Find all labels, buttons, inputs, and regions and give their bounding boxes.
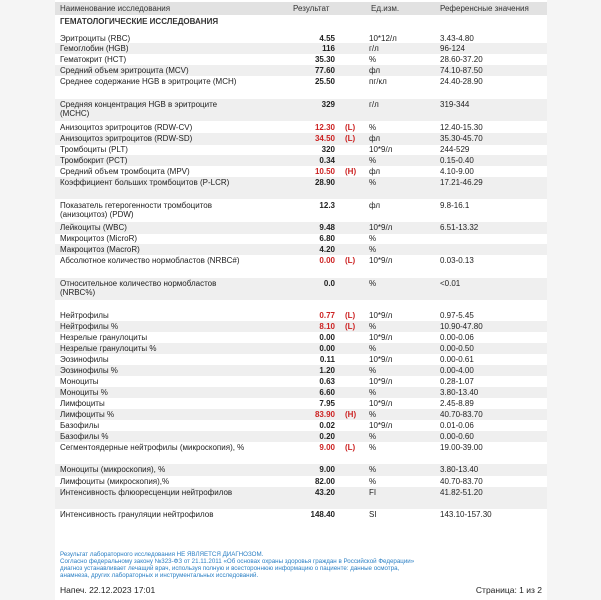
row-ref: 3.80-13.40	[440, 465, 479, 474]
row-value: 0.77	[319, 311, 335, 320]
row-unit: фл	[369, 201, 381, 210]
row-name: Средний объем тромбоцита (MPV)	[60, 167, 190, 176]
row-ref: 28.60-37.20	[440, 55, 483, 64]
row-name: Среднее содержание HGB в эритроците (MCH)	[60, 77, 237, 86]
row-name: Гемоглобин (HGB)	[60, 44, 129, 53]
row-value: 10.50	[314, 167, 335, 176]
row-value: 0.63	[319, 377, 335, 386]
row-ref: 24.40-28.90	[440, 77, 483, 86]
row-value: 0.02	[319, 421, 335, 430]
notice-line: анамнеза, других лабораторных и инструментальных исследований.	[60, 572, 259, 579]
table-row	[55, 420, 547, 431]
header-unit: Ед.изм.	[371, 4, 400, 13]
table-row	[55, 464, 547, 476]
row-ref: 143.10-157.30	[440, 510, 492, 519]
row-ref: 12.40-15.30	[440, 123, 483, 132]
row-unit: 10*9/л	[369, 421, 393, 430]
row-ref: 35.30-45.70	[440, 134, 483, 143]
row-unit: %	[369, 178, 377, 187]
row-value: 7.95	[319, 399, 335, 408]
row-flag: (L)	[345, 443, 356, 452]
row-name: Анизоцитоз эритроцитов (RDW-CV)	[60, 123, 193, 132]
row-value: 77.60	[314, 66, 335, 75]
row-flag: (L)	[345, 134, 356, 143]
table-row	[55, 144, 547, 155]
table-row	[55, 431, 547, 442]
row-value: 4.55	[319, 34, 335, 43]
row-ref: 4.10-9.00	[440, 167, 474, 176]
row-unit: %	[369, 55, 377, 64]
table-row	[55, 76, 547, 96]
row-unit: фл	[369, 134, 381, 143]
row-name: Эозинофилы	[60, 355, 109, 364]
row-unit: г/л	[369, 44, 379, 53]
row-unit: 10*9/л	[369, 333, 393, 342]
row-ref: 74.10-87.50	[440, 66, 483, 75]
row-name: Лимфоциты	[60, 399, 105, 408]
table-row	[55, 398, 547, 409]
table-row	[55, 365, 547, 376]
row-name: Моноциты	[60, 377, 99, 386]
row-ref: 10.90-47.80	[440, 322, 483, 331]
row-value: 1.20	[319, 366, 335, 375]
row-value: 0.00	[319, 333, 335, 342]
row-unit: %	[369, 234, 377, 243]
row-unit: %	[369, 388, 377, 397]
row-name: Лимфоциты %	[60, 410, 115, 419]
page-number: Страница: 1 из 2	[475, 585, 542, 595]
table-row	[55, 476, 547, 487]
lab-report-sheet	[55, 0, 547, 600]
row-ref: 2.45-8.89	[440, 399, 474, 408]
row-unit: фл	[369, 167, 381, 176]
table-row	[55, 343, 547, 354]
row-flag: (H)	[345, 167, 357, 176]
notice-line: Результат лабораторного исследования НЕ ЯВЛЯЕТСЯ ДИАГНОЗОМ.	[60, 551, 264, 558]
diagnosis-notice	[60, 551, 540, 579]
row-unit: 10*9/л	[369, 399, 393, 408]
row-unit: 10*9/л	[369, 145, 393, 154]
row-value: 82.00	[314, 477, 335, 486]
row-ref: 319-344	[440, 100, 470, 109]
table-row	[55, 354, 547, 365]
row-ref: 41.82-51.20	[440, 488, 483, 497]
row-name: Относительное количество нормобластов (NRBC%)	[60, 279, 217, 297]
row-unit: 10*12/л	[369, 34, 397, 43]
header-name: Наименование исследования	[60, 4, 171, 13]
row-unit: %	[369, 322, 377, 331]
row-value: 6.80	[319, 234, 335, 243]
row-ref: 9.8-16.1	[440, 201, 470, 210]
row-unit: %	[369, 123, 377, 132]
table-row	[55, 278, 547, 300]
table-row	[55, 177, 547, 199]
row-ref: 3.43-4.80	[440, 34, 474, 43]
row-value: 0.00	[319, 256, 335, 265]
row-ref: 6.51-13.32	[440, 223, 479, 232]
row-flag: (L)	[345, 322, 356, 331]
table-row	[55, 54, 547, 65]
row-ref: 0.15-0.40	[440, 156, 474, 165]
table-row	[55, 310, 547, 321]
table-row	[55, 321, 547, 332]
row-value: 8.10	[319, 322, 335, 331]
row-ref: 40.70-83.70	[440, 410, 483, 419]
row-value: 12.30	[314, 123, 335, 132]
row-name: Базофилы %	[60, 432, 109, 441]
row-value: 116	[322, 44, 335, 53]
row-value: 329	[321, 100, 335, 109]
table-row	[55, 99, 547, 121]
row-value: 4.20	[319, 245, 335, 254]
row-unit: %	[369, 410, 377, 419]
table-header	[55, 2, 547, 15]
row-name: Интенсивность грануляции нейтрофилов	[60, 510, 214, 519]
table-row	[55, 376, 547, 387]
section-title: ГЕМАТОЛОГИЧЕСКИЕ ИССЛЕДОВАНИЯ	[60, 17, 219, 26]
row-name: Средняя концентрация HGB в эритроците (MCHC)	[60, 100, 218, 118]
table-row	[55, 244, 547, 255]
row-name: Интенсивность флюоресценции нейтрофилов	[60, 488, 233, 497]
row-unit: FI	[369, 488, 377, 497]
row-value: 83.90	[314, 410, 335, 419]
row-unit: SI	[369, 510, 377, 519]
row-unit: %	[369, 477, 377, 486]
row-unit: 10*9/л	[369, 311, 393, 320]
row-unit: фл	[369, 66, 381, 75]
row-unit: 10*9/л	[369, 256, 393, 265]
row-unit: г/л	[369, 100, 379, 109]
row-unit: %	[369, 279, 377, 288]
row-ref: 0.97-5.45	[440, 311, 474, 320]
row-ref: <0.01	[440, 279, 461, 288]
row-name: Эозинофилы %	[60, 366, 118, 375]
row-ref: 0.01-0.06	[440, 421, 474, 430]
table-row	[55, 487, 547, 509]
row-value: 35.30	[314, 55, 335, 64]
row-name: Макроцитоз (MacroR)	[60, 245, 140, 254]
row-ref: 40.70-83.70	[440, 477, 483, 486]
row-value: 320	[321, 145, 335, 154]
table-row	[55, 43, 547, 54]
row-ref: 0.00-0.61	[440, 355, 474, 364]
row-name: Коэффициент больших тромбоцитов (P-LCR)	[60, 178, 230, 187]
row-value: 34.50	[314, 134, 335, 143]
row-value: 9.48	[319, 223, 335, 232]
row-value: 6.60	[319, 388, 335, 397]
row-name: Тромбокрит (PCT)	[60, 156, 128, 165]
row-flag: (L)	[345, 256, 356, 265]
row-flag: (L)	[345, 311, 356, 320]
row-value: 9.00	[319, 443, 335, 452]
row-value: 43.20	[314, 488, 335, 497]
row-name: Моноциты %	[60, 388, 108, 397]
row-ref: 96-124	[440, 44, 465, 53]
row-name: Базофилы	[60, 421, 100, 430]
table-row	[55, 442, 547, 464]
notice-line: диагноз устанавливает лечащий врач, используя полную и всестороннюю информацию о пациенте: данные осмотра,	[60, 565, 400, 572]
row-value: 0.00	[319, 344, 335, 353]
row-unit: 10*9/л	[369, 377, 393, 386]
row-name: Микроцитоз (MicroR)	[60, 234, 138, 243]
table-row	[55, 233, 547, 244]
row-name: Гематокрит (HCT)	[60, 55, 127, 64]
row-name: Нейтрофилы %	[60, 322, 119, 331]
row-value: 25.50	[314, 77, 335, 86]
row-ref: 19.00-39.00	[440, 443, 483, 452]
row-name: Лейкоциты (WBC)	[60, 223, 127, 232]
row-unit: %	[369, 344, 377, 353]
table-row	[55, 200, 547, 222]
row-name: Тромбоциты (PLT)	[60, 145, 128, 154]
row-flag: (H)	[345, 410, 357, 419]
row-name: Нейтрофилы	[60, 311, 109, 320]
row-value: 0.0	[323, 279, 335, 288]
row-unit: %	[369, 245, 377, 254]
row-flag: (L)	[345, 123, 356, 132]
row-unit: %	[369, 443, 377, 452]
row-ref: 0.00-0.06	[440, 333, 474, 342]
row-value: 148.40	[310, 510, 335, 519]
row-ref: 0.00-4.00	[440, 366, 474, 375]
row-value: 9.00	[319, 465, 335, 474]
row-value: 12.3	[319, 201, 335, 210]
row-value: 0.20	[319, 432, 335, 441]
notice-line: Согласно федеральному закону №323-ФЗ от 21.11.2011 «Об основах охраны здоровья граждан в Российской Федерации»	[60, 558, 415, 565]
header-ref: Референсные значения	[440, 4, 529, 13]
table-row	[55, 65, 547, 76]
row-name: Лимфоциты (микроскопия),%	[60, 477, 170, 486]
row-ref: 3.80-13.40	[440, 388, 479, 397]
row-unit: %	[369, 366, 377, 375]
header-result: Результат	[293, 4, 330, 13]
row-unit: пг/кл	[369, 77, 387, 86]
table-row	[55, 332, 547, 343]
row-name: Средний объем эритроцита (MCV)	[60, 66, 189, 75]
row-ref: 0.00-0.50	[440, 344, 474, 353]
table-row	[55, 509, 547, 521]
row-name: Незрелые гранулоциты	[60, 333, 148, 342]
row-value: 0.11	[319, 355, 335, 364]
row-value: 0.34	[319, 156, 335, 165]
table-row	[55, 409, 547, 420]
table-row	[55, 387, 547, 398]
print-date: Напеч. 22.12.2023 17:01	[60, 585, 156, 595]
row-name: Эритроциты (RBC)	[60, 34, 131, 43]
row-unit: 10*9/л	[369, 355, 393, 364]
row-ref: 0.00-0.60	[440, 432, 474, 441]
row-ref: 244-529	[440, 145, 470, 154]
row-name: Абсолютное количество нормобластов (NRBC#)	[60, 256, 240, 265]
row-ref: 0.28-1.07	[440, 377, 474, 386]
row-name: Незрелые гранулоциты %	[60, 344, 157, 353]
row-unit: %	[369, 432, 377, 441]
table-row	[55, 155, 547, 166]
row-ref: 0.03-0.13	[440, 256, 474, 265]
row-name: Моноциты (микроскопия), %	[60, 465, 166, 474]
row-unit: %	[369, 465, 377, 474]
row-ref: 17.21-46.29	[440, 178, 483, 187]
row-unit: 10*9/л	[369, 223, 393, 232]
row-name: Сегментоядерные нейтрофилы (микроскопия), %	[60, 443, 245, 452]
row-name: Анизоцитоз эритроцитов (RDW-SD)	[60, 134, 193, 143]
row-name: Показатель гетерогенности тромбоцитов (анизоцитоз) (PDW)	[60, 201, 212, 219]
row-value: 28.90	[314, 178, 335, 187]
row-unit: %	[369, 156, 377, 165]
table-row	[55, 255, 547, 277]
